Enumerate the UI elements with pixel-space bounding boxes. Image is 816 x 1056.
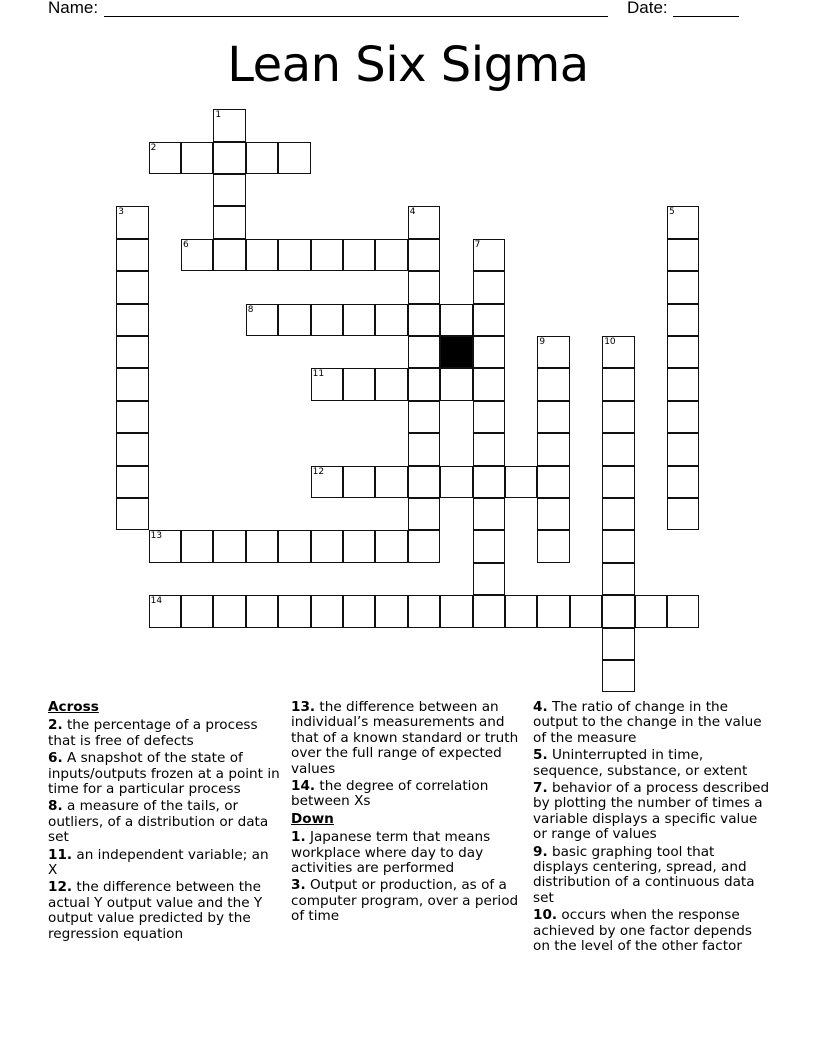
grid-cell[interactable] [408,466,440,498]
grid-cell[interactable] [602,498,634,530]
grid-cell[interactable] [473,336,505,368]
grid-cell[interactable] [667,206,699,238]
grid-cell[interactable] [667,595,699,627]
grid-cell[interactable] [408,530,440,562]
grid-cell[interactable] [473,401,505,433]
grid-cell[interactable] [311,595,343,627]
grid-cell[interactable] [473,271,505,303]
grid-cell[interactable] [311,466,343,498]
clue-number: 12 [312,466,325,477]
grid-cell[interactable] [213,239,245,271]
page-title: Lean Six Sigma [227,37,589,93]
clue-down-10: 10. occurs when the response achieved by one factor depends on the level of the other factor [533,907,752,955]
blocked-cell [440,336,472,368]
grid-cell[interactable] [343,530,375,562]
clues-column-1 [48,700,280,944]
grid-cell[interactable] [149,142,181,174]
clue-number: 6 [183,239,189,250]
clue-number: 4 [409,207,416,218]
grid-cell[interactable] [440,304,472,336]
clue-down-4: 4. The ratio of change in the output to the change in the value of the measure [533,699,762,746]
grid-cell[interactable] [473,498,505,530]
grid-cell[interactable] [181,530,213,562]
grid-cell[interactable] [278,142,310,174]
grid-cell[interactable] [246,239,278,271]
clue-down-7: 7. behavior of a process described by plotting the number of times a variable displays a specific value or range of values [533,780,770,843]
grid-cell[interactable] [602,530,634,562]
clue-across-11: 11. an independent variable; an X [48,846,269,879]
grid-cell[interactable] [408,239,440,271]
grid-cell[interactable] [311,304,343,336]
clue-number: 2 [150,142,157,153]
clue-number: 10 [604,337,616,347]
grid-cell[interactable] [116,401,148,433]
across-heading: Across [48,699,99,715]
grid-cell[interactable] [408,595,440,627]
grid-cell[interactable] [246,530,278,562]
grid-cell[interactable] [537,433,569,465]
grid-cell[interactable] [408,206,440,238]
grid-cell[interactable] [278,595,310,627]
clue-number: 5 [669,207,675,218]
grid-cell[interactable] [537,401,569,433]
grid-cell[interactable] [667,466,699,498]
grid-cell[interactable] [408,401,440,433]
grid-cell[interactable] [440,368,472,400]
grid-cell[interactable] [537,336,569,368]
grid-cell[interactable] [343,239,375,271]
grid-cell[interactable] [375,368,407,400]
grid-cell[interactable] [116,336,148,368]
grid-cell[interactable] [375,304,407,336]
grid-cell[interactable] [602,368,634,400]
grid-cell[interactable] [343,466,375,498]
grid-cell[interactable] [408,336,440,368]
grid-cell[interactable] [408,368,440,400]
clue-down-9: 9. basic graphing tool that displays centering, spread, and distribution of a continuous data set [533,843,755,906]
grid-cell[interactable] [408,304,440,336]
grid-cell[interactable] [213,206,245,238]
grid-cell[interactable] [375,466,407,498]
grid-cell[interactable] [149,530,181,562]
grid-cell[interactable] [440,595,472,627]
grid-cell[interactable] [116,271,148,303]
clues-column-2 [291,700,529,927]
grid-cell[interactable] [181,239,213,271]
grid-cell[interactable] [181,142,213,174]
grid-cell[interactable] [537,498,569,530]
grid-cell[interactable] [505,466,537,498]
grid-cell[interactable] [473,563,505,595]
clue-across-2: 2. the percentage of a process that is free of defects [48,717,258,749]
clues-column-3 [533,700,773,957]
grid-cell[interactable] [635,595,667,627]
grid-cell[interactable] [116,206,148,238]
grid-cell[interactable] [667,368,699,400]
grid-cell[interactable] [213,142,245,174]
clue-across-12: 12. the difference between the actual Y output value and the Y output value predicted by the regression equation [48,879,263,942]
grid-cell[interactable] [311,368,343,400]
grid-cell[interactable] [375,530,407,562]
clue-down-3: 3. Output or production, as of a computer program, over a period of time [291,877,519,925]
down-heading: Down [291,810,334,827]
grid-cell[interactable] [213,174,245,206]
grid-cell[interactable] [149,595,181,627]
grid-cell[interactable] [667,304,699,336]
clue-number: 14 [150,596,163,607]
name-label: Name: [48,0,99,17]
grid-cell[interactable] [278,530,310,562]
grid-cell[interactable] [473,530,505,562]
clue-across-13: 13. the difference between an individual’s measurements and that of a known standard or truth over the full range of expected values [291,699,519,777]
grid-cell[interactable] [116,433,148,465]
clue-down-1: 1. Japanese term that means workplace where day to day activities are performed [291,829,491,877]
grid-cell[interactable] [473,368,505,400]
grid-cell[interactable] [602,595,634,627]
grid-cell[interactable] [537,368,569,400]
grid-cell[interactable] [213,595,245,627]
clue-across-14: 14. the degree of correlation between Xs [291,778,489,810]
clue-number: 11 [312,369,325,380]
clue-number: 13 [150,531,163,542]
grid-cell[interactable] [246,304,278,336]
clue-number: 1 [215,110,222,121]
grid-cell[interactable] [667,433,699,465]
grid-cell[interactable] [440,466,472,498]
grid-cell[interactable] [375,595,407,627]
grid-cell[interactable] [473,239,505,271]
grid-cell[interactable] [408,433,440,465]
grid-cell[interactable] [473,304,505,336]
grid-cell[interactable] [116,239,148,271]
clue-across-6: 6. A snapshot of the state of inputs/outputs frozen at a point in time for a particular process [48,750,280,798]
grid-cell[interactable] [311,239,343,271]
grid-cell[interactable] [537,595,569,627]
grid-cell[interactable] [602,433,634,465]
grid-cell[interactable] [116,368,148,400]
grid-cell[interactable] [602,660,634,692]
grid-cell[interactable] [116,304,148,336]
grid-cell[interactable] [473,595,505,627]
grid-cell[interactable] [602,336,634,368]
grid-cell[interactable] [602,628,634,660]
grid-cell[interactable] [343,595,375,627]
grid-cell[interactable] [278,304,310,336]
grid-cell[interactable] [181,595,213,627]
grid-cell[interactable] [375,239,407,271]
grid-cell[interactable] [505,595,537,627]
grid-cell[interactable] [213,109,245,141]
grid-cell[interactable] [667,498,699,530]
grid-cell[interactable] [667,239,699,271]
clue-number: 9 [539,337,546,347]
clue-number: 3 [118,207,124,218]
grid-cell[interactable] [343,368,375,400]
grid-cell[interactable] [537,466,569,498]
grid-cell[interactable] [278,239,310,271]
grid-cell[interactable] [116,498,148,530]
clue-number: 8 [247,304,254,315]
grid-cell[interactable] [213,530,245,562]
grid-cell[interactable] [473,466,505,498]
grid-cell[interactable] [667,271,699,303]
grid-cell[interactable] [473,433,505,465]
clue-across-8: 8. a measure of the tails, or outliers, of a distribution or data set [48,798,269,846]
grid-cell[interactable] [311,530,343,562]
grid-cell[interactable] [116,466,148,498]
grid-cell[interactable] [570,595,602,627]
grid-cell[interactable] [667,401,699,433]
grid-cell[interactable] [408,271,440,303]
grid-cell[interactable] [343,304,375,336]
grid-cell[interactable] [602,563,634,595]
clue-down-5: 5. Uninterrupted in time, sequence, substance, or extent [533,747,748,779]
grid-cell[interactable] [602,401,634,433]
date-label: Date: [627,0,668,17]
grid-cell[interactable] [246,595,278,627]
grid-cell[interactable] [602,466,634,498]
grid-cell[interactable] [537,530,569,562]
grid-cell[interactable] [408,498,440,530]
grid-cell[interactable] [246,142,278,174]
clue-number: 7 [474,239,481,250]
grid-cell[interactable] [667,336,699,368]
